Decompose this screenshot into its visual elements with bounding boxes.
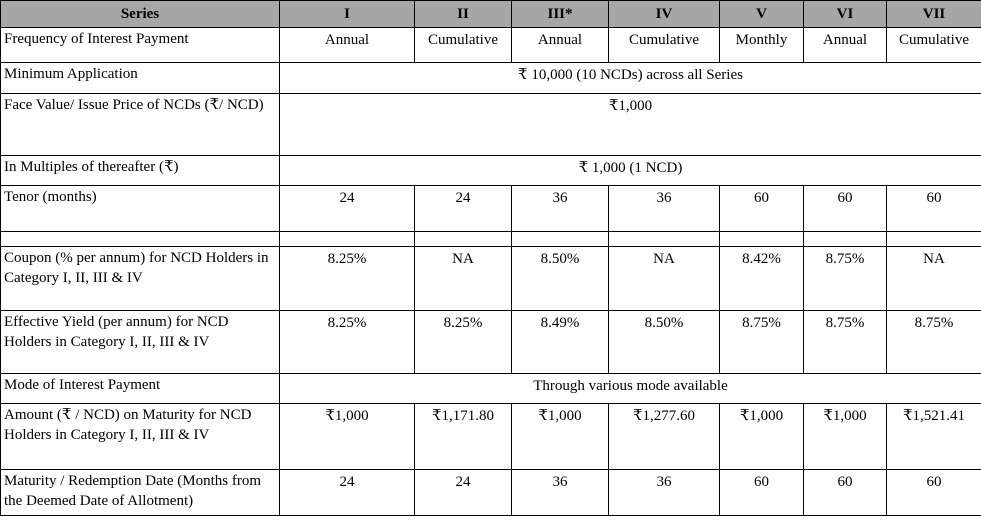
spacer-cell (280, 232, 415, 247)
effective-yield-value: 8.49% (512, 311, 609, 374)
multiples-label: In Multiples of thereafter (₹) (1, 156, 280, 186)
effective-yield-row (1, 311, 981, 374)
effective-yield-value: 8.25% (280, 311, 415, 374)
series-header: Series (1, 1, 280, 28)
spacer-cell (887, 232, 981, 247)
frequency-value: Annual (804, 28, 887, 63)
tenor-value: 36 (512, 186, 609, 232)
spacer-row (1, 232, 981, 247)
frequency-row (1, 28, 981, 63)
maturity-amount-label: Amount (₹ / NCD) on Maturity for NCD Holders in Category I, II, III & IV (1, 404, 280, 470)
effective-yield-value: 8.50% (609, 311, 720, 374)
maturity-amount-value: ₹1,521.41 (887, 404, 981, 470)
maturity-date-row (1, 470, 981, 516)
series-header-vi: VI (804, 1, 887, 28)
frequency-value: Cumulative (887, 28, 981, 63)
effective-yield-value: 8.75% (720, 311, 804, 374)
mode-row (1, 374, 981, 404)
frequency-value: Monthly (720, 28, 804, 63)
spacer-cell (804, 232, 887, 247)
coupon-row (1, 247, 981, 311)
min-application-row (1, 63, 981, 94)
spacer-cell (512, 232, 609, 247)
maturity-amount-value: ₹1,000 (280, 404, 415, 470)
coupon-value: 8.25% (280, 247, 415, 311)
tenor-row (1, 186, 981, 232)
maturity-date-value: 60 (720, 470, 804, 516)
coupon-value: 8.50% (512, 247, 609, 311)
coupon-value: NA (415, 247, 512, 311)
maturity-amount-value: ₹1,000 (512, 404, 609, 470)
series-header-vii: VII (887, 1, 981, 28)
maturity-amount-value: ₹1,171.80 (415, 404, 512, 470)
maturity-amount-value: ₹1,000 (720, 404, 804, 470)
effective-yield-label: Effective Yield (per annum) for NCD Holders in Category I, II, III & IV (1, 311, 280, 374)
multiples-value: ₹ 1,000 (1 NCD) (280, 156, 981, 186)
face-value-row (1, 94, 981, 156)
coupon-value: 8.42% (720, 247, 804, 311)
frequency-value: Cumulative (415, 28, 512, 63)
coupon-value: NA (609, 247, 720, 311)
frequency-label: Frequency of Interest Payment (1, 28, 280, 63)
maturity-date-value: 36 (609, 470, 720, 516)
spacer-cell (720, 232, 804, 247)
maturity-amount-value: ₹1,000 (804, 404, 887, 470)
header-row (1, 1, 981, 28)
effective-yield-value: 8.75% (887, 311, 981, 374)
maturity-amount-value: ₹1,277.60 (609, 404, 720, 470)
min-application-value: ₹ 10,000 (10 NCDs) across all Series (280, 63, 981, 94)
face-value-value: ₹1,000 (280, 94, 981, 156)
maturity-date-value: 60 (887, 470, 981, 516)
coupon-value: 8.75% (804, 247, 887, 311)
frequency-value: Annual (512, 28, 609, 63)
maturity-date-value: 24 (280, 470, 415, 516)
series-header-v: V (720, 1, 804, 28)
maturity-date-value: 36 (512, 470, 609, 516)
tenor-value: 60 (720, 186, 804, 232)
multiples-row (1, 156, 981, 186)
tenor-value: 36 (609, 186, 720, 232)
face-value-label: Face Value/ Issue Price of NCDs (₹/ NCD) (1, 94, 280, 156)
maturity-date-value: 60 (804, 470, 887, 516)
spacer-cell (1, 232, 280, 247)
mode-value: Through various mode available (280, 374, 981, 404)
spacer-cell (415, 232, 512, 247)
tenor-value: 60 (887, 186, 981, 232)
tenor-value: 24 (415, 186, 512, 232)
tenor-value: 60 (804, 186, 887, 232)
frequency-value: Annual (280, 28, 415, 63)
tenor-label: Tenor (months) (1, 186, 280, 232)
min-application-label: Minimum Application (1, 63, 280, 94)
tenor-value: 24 (280, 186, 415, 232)
mode-label: Mode of Interest Payment (1, 374, 280, 404)
coupon-value: NA (887, 247, 981, 311)
series-header-i: I (280, 1, 415, 28)
coupon-label: Coupon (% per annum) for NCD Holders in Category I, II, III & IV (1, 247, 280, 311)
maturity-amount-row (1, 404, 981, 470)
series-header-iv: IV (609, 1, 720, 28)
maturity-date-label: Maturity / Redemption Date (Months from the Deemed Date of Allotment) (1, 470, 280, 516)
series-header-ii: II (415, 1, 512, 28)
spacer-cell (609, 232, 720, 247)
effective-yield-value: 8.75% (804, 311, 887, 374)
frequency-value: Cumulative (609, 28, 720, 63)
effective-yield-value: 8.25% (415, 311, 512, 374)
series-header-iii: III* (512, 1, 609, 28)
maturity-date-value: 24 (415, 470, 512, 516)
